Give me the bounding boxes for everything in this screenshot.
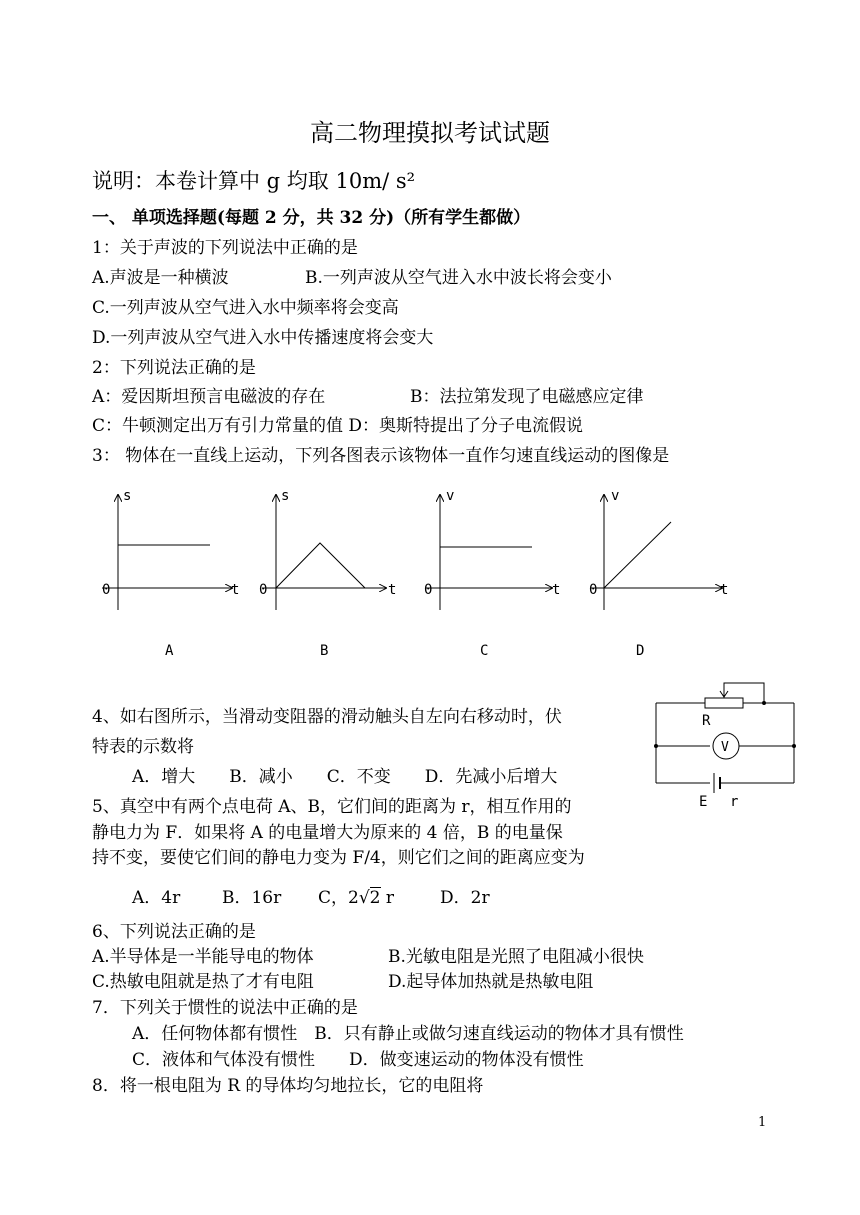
page-number: 1 [758, 1115, 767, 1130]
rheostat-slider [724, 683, 764, 703]
q4-stem-line2: 特表的示数将 [92, 737, 194, 757]
q6-stem: 6、下列说法正确的是 [92, 922, 256, 942]
q5-option-a: A．4r [132, 888, 181, 908]
q7-options-cd: C．液体和气体没有惯性 D．做变速运动的物体没有惯性 [132, 1050, 584, 1070]
q6-option-d: D.起导体加热就是热敏电阻 [388, 972, 594, 992]
q6-option-b: B.光敏电阻是光照了电阻减小很快 [388, 947, 644, 967]
circuit-label-internal-r: r [730, 794, 739, 810]
q3-graphs [0, 480, 860, 665]
instruction-note: 说明：本卷计算中 g 均取 10m/ s² [92, 169, 416, 193]
graph-b-y-label: s [281, 488, 290, 504]
q6-option-a: A.半导体是一半能导电的物体 [92, 947, 314, 967]
q2-option-a: A：爱因斯坦预言电磁波的存在 [92, 387, 326, 407]
q3-stem: 3： 物体在一直线上运动，下列各图表示该物体一直作匀速直线运动的图像是 [92, 446, 670, 466]
rheostat-resistor [705, 698, 743, 708]
q4-options: A．增大 B．减小 C．不变 D．先减小后增大 [132, 767, 558, 787]
q1-option-a: A.声波是一种横波 [92, 268, 229, 288]
graph-d-caption: D [636, 643, 645, 659]
graph-c-caption: C [480, 643, 489, 659]
q2-stem: 2：下列说法正确的是 [92, 358, 256, 378]
circuit-label-r: R [702, 713, 711, 729]
q6-option-c: C.热敏电阻就是热了才有电阻 [92, 972, 314, 992]
q1-option-d: D.一列声波从空气进入水中传播速度将会变大 [92, 328, 434, 348]
q1-stem: 1：关于声波的下列说法中正确的是 [92, 238, 358, 258]
graph-a-y-label: s [123, 488, 132, 504]
circuit-label-v: V [721, 740, 729, 755]
graph-d-line [604, 522, 671, 588]
graph-d-y-label: v [611, 488, 620, 504]
sqrt-symbol: √ [358, 888, 370, 908]
section-heading: 一、 单项选择题(每题 2 分，共 32 分)（所有学生都做） [92, 208, 531, 228]
q2-option-b: B：法拉第发现了电磁感应定律 [410, 387, 644, 407]
q5-option-c-suffix: r [380, 888, 395, 908]
graph-a-origin: 0 [102, 582, 111, 598]
q5-stem-line3: 持不变，要使它们间的静电力变为 F/4，则它们之间的距离应变为 [92, 848, 585, 868]
q7-options-ab: A．任何物体都有惯性 B．只有静止或做匀速直线运动的物体才具有惯性 [132, 1024, 684, 1044]
graph-b-caption: B [320, 643, 329, 659]
circuit-label-e: E [699, 794, 708, 810]
graph-d-origin: 0 [589, 582, 598, 598]
q8-stem: 8．将一根电阻为 R 的导体均匀地拉长，它的电阻将 [92, 1076, 484, 1096]
q4-stem-line1: 4、如右图所示，当滑动变阻器的滑动触头自左向右移动时，伏 [92, 707, 562, 727]
page-title: 高二物理摸拟考试试题 [310, 119, 550, 147]
q5-option-c [318, 887, 394, 909]
q2-option-cd: C：牛顿测定出万有引力常量的值 D：奥斯特提出了分子电流假说 [92, 416, 584, 436]
q5-option-d: D．2r [440, 888, 490, 908]
graph-a-caption: A [165, 643, 174, 659]
q4-circuit-diagram [650, 678, 800, 818]
q5-option-c-prefix: C，2 [318, 888, 359, 908]
q5-option-b: B．16r [222, 888, 282, 908]
graph-d-x-label: t [720, 582, 729, 598]
graph-c-y-label: v [446, 488, 455, 504]
q5-option-c-radicand: 2 [369, 888, 381, 908]
graph-b-origin: 0 [259, 582, 268, 598]
graph-a-x-label: t [231, 582, 240, 598]
graph-b-x-label: t [388, 582, 397, 598]
graph-c-x-label: t [552, 582, 561, 598]
graph-c-origin: 0 [424, 582, 433, 598]
graph-b-line [276, 543, 365, 588]
q7-stem: 7．下列关于惯性的说法中正确的是 [92, 998, 358, 1018]
q1-option-c: C.一列声波从空气进入水中频率将会变高 [92, 298, 399, 318]
q1-option-b: B.一列声波从空气进入水中波长将会变小 [305, 268, 612, 288]
q5-stem-line2: 静电力为 F．如果将 A 的电量增大为原来的 4 倍，B 的电量保 [92, 823, 563, 843]
q5-stem-line1: 5、真空中有两个点电荷 A、B，它们间的距离为 r，相互作用的 [92, 797, 572, 817]
